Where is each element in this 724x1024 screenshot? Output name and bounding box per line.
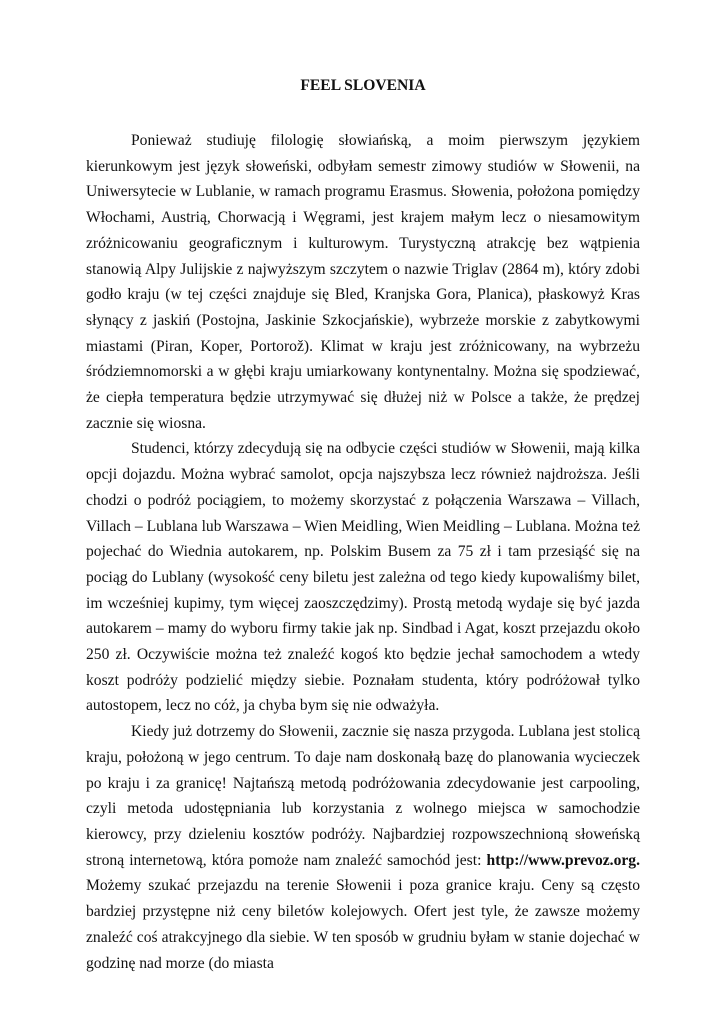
document-page [86, 72, 640, 976]
paragraph-carpooling [86, 719, 640, 976]
document-title: FEEL SLOVENIA [300, 77, 426, 94]
prevoz-link[interactable]: http://www.prevoz.org. [486, 851, 640, 869]
paragraph-intro: Ponieważ studiuję filologię słowiańską, a moim pierwszym językiem kierunkowym jest język słoweński, odbyłam semestr zimowy studiów w Słowenii, na Uniwersytecie w Lublanie, w ramach programu Erasmus. Słowenia, położona pomiędzy Włochami, Austrią, Chorwacją i Węgrami, jest krajem małym lecz o niesamowitym zróżnicowaniu geograficznym i kulturowym. Turystyczną atrakcję bez wątpienia stanowią Alpy Julijskie z najwyższym szczytem o nazwie Triglav (2864 m), który zdobi godło kraju (w tej części znajduje się Bled, Kranjska Gora, Planica), płaskowyż Kras słynący z jaskiń (Postojna, Jaskinie Szkocjańskie), wybrzeże morskie z zabytkowymi miastami (Piran, Koper, Portorož). Klimat w kraju jest zróżnicowany, na wybrzeżu śródziemnomorski a w głębi kraju umiarkowany kontynentalny. Można się spodziewać, że ciepła temperatura będzie utrzymywać się dłużej niż w Polsce a także, że prędzej zacznie się wiosna. [86, 132, 640, 432]
carpooling-text-after: Możemy szukać przejazdu na terenie Słowenii i poza granice kraju. Ceny są często bardziej przystępne niż ceny biletów kolejowych. Ofert jest tyle, że zawsze możemy znaleźć coś atrakcyjnego dla siebie. W ten sposób w grudniu byłam w stanie dojechać w godzinę nad morze (do miasta [86, 877, 640, 972]
paragraph-travel-options: Studenci, którzy zdecydują się na odbycie części studiów w Słowenii, mają kilka opcji dojazdu. Można wybrać samolot, opcja najszybsza lecz również najdroższa. Jeśli chodzi o podróż pociągiem, to możemy skorzystać z połączenia Warszawa – Villach, Villach – Lublana lub Warszawa – Wien Meidling, Wien Meidling – Lublana. Można też pojechać do Wiednia autokarem, np. Polskim Busem za 75 zł i tam przesiąść się na pociąg do Lublany (wysokość ceny biletu jest zależna od tego kiedy kupowaliśmy bilet, im wcześniej kupimy, tym więcej zaoszczędzimy). Prostą metodą wydaje się być jazda autokarem – mamy do wyboru firmy takie jak np. Sindbad i Agat, koszt przejazdu około 250 zł. Oczywiście można też znaleźć kogoś kto będzie jechał samochodem a wtedy koszt podróży podzielić między siebie. Poznałam studenta, który podróżował tylko autostopem, lecz no cóż, ja chyba bym się nie odważyła. [86, 440, 640, 715]
carpooling-text-before: Kiedy już dotrzemy do Słowenii, zacznie się nasza przygoda. Lublana jest stolicą kraju, położoną w jego centrum. To daje nam doskonałą bazę do planowania wycieczek po kraju i za granicę! Najtańszą metodą podróżowania zdecydowanie jest carpooling, czyli metoda udostępniania lub korzystania z wolnego miejsca w samochodzie kierowcy, przy dzieleniu kosztów podróży. Najbardziej rozpowszechnioną słoweńską stroną internetową, która pomoże nam znaleźć samochód jest: [86, 723, 640, 869]
